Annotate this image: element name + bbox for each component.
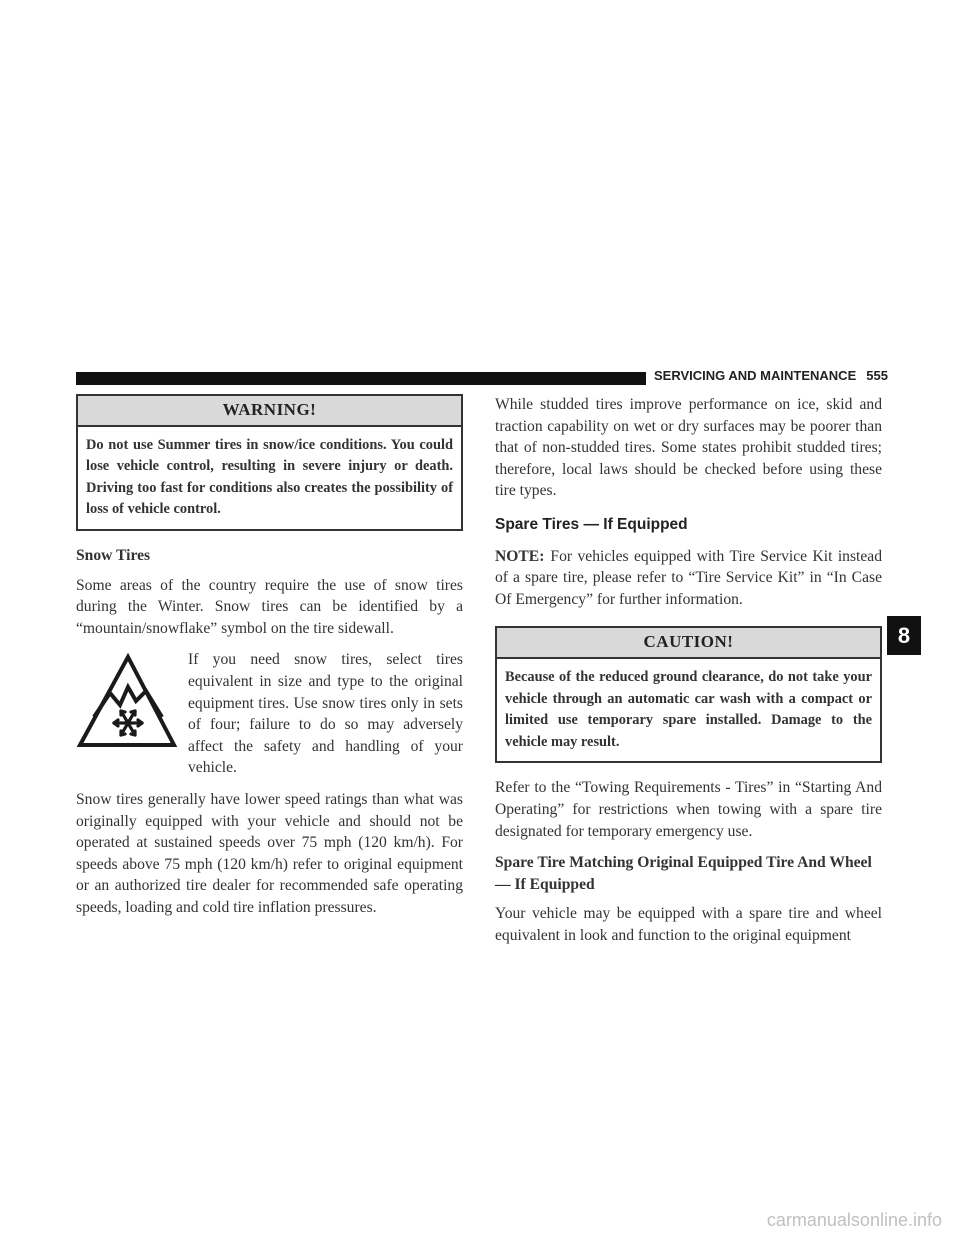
note-label: NOTE: bbox=[495, 547, 545, 565]
note-text: For vehicles equipped with Tire Service Kit instead of a spare tire, please refer to “Tire Service Kit” in “In Case Of Emergency” for further information. bbox=[495, 547, 882, 608]
watermark: carmanualsonline.info bbox=[766, 1210, 942, 1230]
snow-tire-figure bbox=[76, 649, 463, 779]
left-column bbox=[76, 394, 463, 928]
caution-title: CAUTION! bbox=[497, 628, 880, 659]
right-column bbox=[495, 394, 882, 956]
towing-text: Refer to the “Towing Requirements - Tires” in “Starting And Operating” for restrictions when towing with a spare tire designated for temporary emergency use. bbox=[495, 779, 882, 840]
spare-matching-heading: Spare Tire Matching Original Equipped Tire And Wheel — If Equipped bbox=[495, 854, 872, 893]
spare-note bbox=[495, 546, 882, 611]
snow-tires-heading: Snow Tires bbox=[76, 546, 151, 564]
caution-box bbox=[495, 626, 882, 763]
page-number: 555 bbox=[866, 368, 888, 383]
section-title: SERVICING AND MAINTENANCE bbox=[654, 368, 857, 383]
warning-box bbox=[76, 394, 463, 531]
studded-tires-text: While studded tires improve performance on ice, skid and traction capability on wet or dry surfaces may be poorer than that of non-studded tires. Some states prohibit studded tires; therefore, local laws should be checked before using these tire types. bbox=[495, 396, 882, 500]
caution-text: Because of the reduced ground clearance, do not take your vehicle through an automatic car wash with a compact or limited use temporary spare installed. Damage to the vehicle may result. bbox=[505, 668, 872, 750]
running-header bbox=[654, 368, 888, 383]
snow-tires-speed-text: Snow tires generally have lower speed ratings than what was originally equipped with your vehicle and should not be operated at sustained speeds over 75 mph (120 km/h). For speeds above 75 mph (120 km/h) refer to original equipment or an authorized tire dealer for recommended safe operating speeds, loading and cold tire inflation pressures. bbox=[76, 790, 463, 916]
spare-tires-heading: Spare Tires — If Equipped bbox=[495, 515, 688, 533]
snow-tires-figure-text: If you need snow tires, select tires equivalent in size and type to the original equipment tires. Use snow tires only in sets of four; failure to do so may adversely affect the safety and handling of your vehicle. bbox=[188, 651, 463, 777]
chapter-tab: 8 bbox=[887, 616, 921, 655]
snow-tires-intro: Some areas of the country require the use of snow tires during the Winter. Snow tires can be identified by a “mountain/snowflake” symbol on the tire sidewall. bbox=[76, 576, 463, 637]
mountain-snowflake-icon bbox=[76, 649, 186, 779]
warning-text: Do not use Summer tires in snow/ice conditions. You could lose vehicle control, resulting in severe injury or death. Driving too fast for conditions also creates the possibility of loss of vehicle control. bbox=[86, 436, 453, 518]
spare-matching-text: Your vehicle may be equipped with a spare tire and wheel equivalent in look and function to the original equipment bbox=[495, 905, 882, 944]
header-rule bbox=[76, 372, 646, 385]
warning-title: WARNING! bbox=[78, 396, 461, 427]
